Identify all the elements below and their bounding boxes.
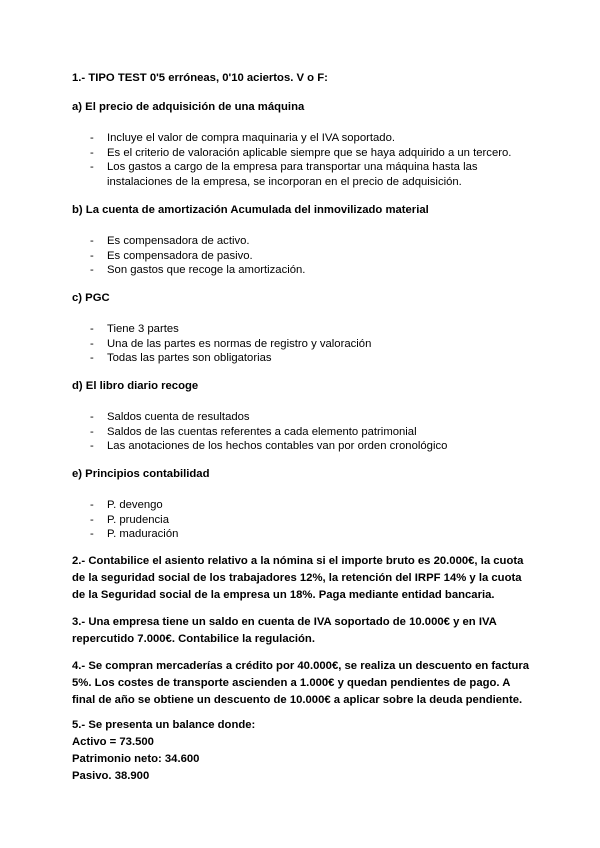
list-item: - P. maduración <box>90 528 179 541</box>
list-item: - Una de las partes es normas de registro y valoración <box>90 337 372 350</box>
list-item: - Saldos de las cuentas referentes a cada elemento patrimonial <box>90 425 417 438</box>
question-3: 3.- Una empresa tiene un saldo en cuenta de IVA soportado de 10.000€ y en IVA repercutido 7.000€. Contabilice la regulación. <box>72 616 497 645</box>
section-c-heading: c) PGC <box>72 292 110 304</box>
question-4: 4.- Se compran mercaderías a crédito por 40.000€, se realiza un descuento en factura 5%. Los costes de transporte ascienden a 1.000€ y quedan pendientes de pago. A final de año se obtiene un descuento de 10.000€ a aplicar sobre la deuda pendiente. <box>72 660 530 706</box>
question-5-intro: 5.- Se presenta un balance donde: <box>72 719 256 731</box>
list-item: - P. devengo <box>90 499 163 511</box>
balance-pasivo: Pasivo. 38.900 <box>72 770 150 782</box>
list-item: - Saldos cuenta de resultados <box>90 411 250 423</box>
section-a-heading: a) El precio de adquisición de una máquina <box>72 101 305 113</box>
section-d-heading: d) El libro diario recoge <box>72 380 199 392</box>
list-item: - Todas las partes son obligatorias <box>90 352 272 365</box>
test-title: 1.- TIPO TEST 0'5 erróneas, 0'10 aciertos. V o F: <box>72 72 328 84</box>
section-b-heading: b) La cuenta de amortización Acumulada del inmovilizado material <box>72 204 429 216</box>
list-item: - P. prudencia <box>90 513 169 526</box>
list-item: - Las anotaciones de los hechos contables van por orden cronológico <box>90 440 448 453</box>
question-2: 2.- Contabilice el asiento relativo a la nómina si el importe bruto es 20.000€, la cuota de la seguridad social de los trabajadores 12%, la retención del IRPF 14% y la cuota de la Seguridad social de la empresa un 18%. Paga mediante entidad bancaria. <box>72 555 524 601</box>
section-e-heading: e) Principios contabilidad <box>72 468 210 480</box>
section-c-options <box>86 322 371 366</box>
list-item: - Incluye el valor de compra maquinaria y el IVA soportado. <box>90 132 396 144</box>
list-item: - Es compensadora de pasivo. <box>90 249 253 262</box>
list-item: - Tiene 3 partes <box>90 323 179 335</box>
list-item: - Son gastos que recoge la amortización. <box>90 264 306 277</box>
question-5 <box>72 717 255 785</box>
section-d-options <box>86 410 447 454</box>
section-e-options <box>86 498 178 542</box>
list-item: - Los gastos a cargo de la empresa para transportar una máquina hasta las instalaciones de la empresa, se incorporan en el precio de adquisición. <box>90 161 478 189</box>
section-a-options <box>86 131 511 190</box>
balance-activo: Activo = 73.500 <box>72 736 154 748</box>
list-item: - Es compensadora de activo. <box>90 235 250 247</box>
balance-patrimonio-neto: Patrimonio neto: 34.600 <box>72 753 200 765</box>
list-item: - Es el criterio de valoración aplicable siempre que se haya adquirido a un tercero. <box>90 146 512 159</box>
section-b-options <box>86 234 305 278</box>
